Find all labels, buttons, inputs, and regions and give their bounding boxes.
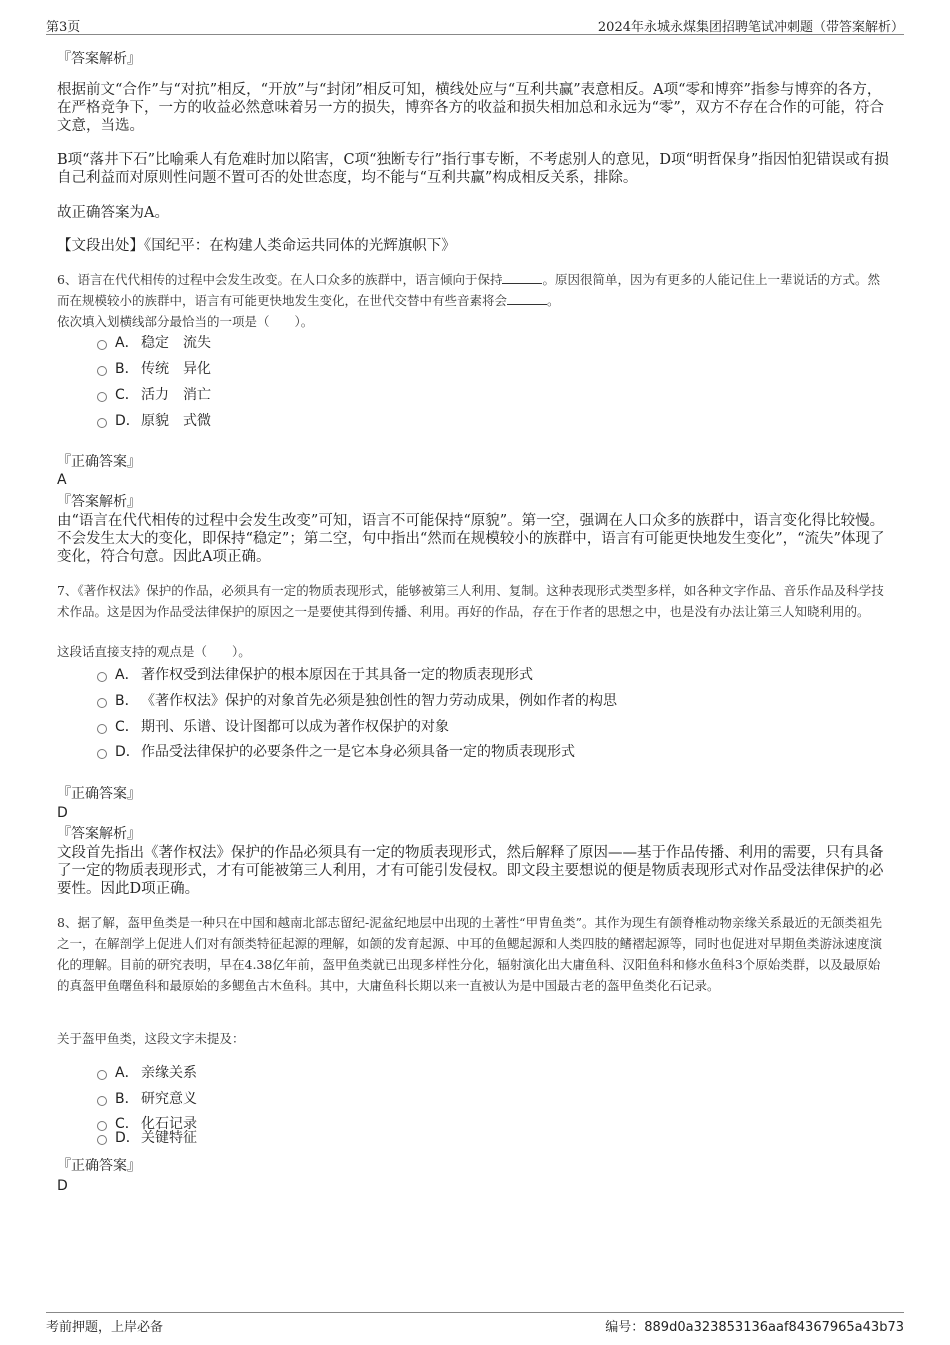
q6-stem: [57, 269, 892, 311]
radio-icon[interactable]: [97, 1070, 107, 1080]
q6-option-c[interactable]: C． 活力 消亡: [97, 386, 211, 404]
q8-option-d[interactable]: D．关键特征: [97, 1129, 197, 1147]
q5-analysis-label: 『答案解析』: [57, 51, 141, 67]
q7-option-c[interactable]: C． 期刊、乐谱、设计图都可以成为著作权保护的对象: [97, 718, 449, 736]
q7-instruction: 这段话直接支持的观点是（ ）。: [57, 644, 251, 659]
q6-option-b[interactable]: B． 传统 异化: [97, 360, 211, 378]
q6-blank-1: [502, 271, 542, 284]
q6-stem-part-c: 。: [547, 293, 560, 308]
q6-blank-2: [507, 292, 547, 305]
radio-icon[interactable]: [97, 724, 107, 734]
q8-option-b[interactable]: B． 研究意义: [97, 1090, 197, 1108]
q5-analysis-para2: B项“落井下石”比喻乘人有危难时加以陷害，C项“独断专行”指行事专断，不考虑别人的意见，D项“明哲保身”指因怕犯错误或有损自己利益而对原则性问题不置可否的处世态度，均不能与“互利共赢”构成相反关系，排除。: [57, 152, 889, 186]
q7-analysis-label: 『答案解析』: [57, 826, 141, 842]
radio-icon[interactable]: [97, 340, 107, 350]
radio-icon[interactable]: [97, 749, 107, 759]
q7-option-d[interactable]: D．作品受法律保护的必要条件之一是它本身必须具备一定的物质表现形式: [97, 743, 575, 761]
q6-stem-part-b: 。原因很简单，因为有更多的人能记住上一辈说话的方式。然而在规模较小的族群中，语言有可能更快地发生变化，在世代交替中有些音素将会: [57, 272, 880, 308]
q6-stem-part-a: 6、语言在代代相传的过程中会发生改变。在人口众多的族群中，语言倾向于保持: [57, 272, 503, 287]
q6-correct-answer: A: [57, 472, 67, 488]
page-number: 第3页: [46, 20, 81, 35]
q5-analysis-para1: 根据前文“合作”与“对抗”相反，“开放”与“封闭”相反可知，横线处应与“互利共赢”表意相反。A项“零和博弈”指参与博弈的各方，在严格竞争下，一方的收益必然意味着另一方的损失，博弈各方的收益和损失相加总和永远为“零”，双方不存在合作的可能，符合文意，当选。: [57, 82, 884, 134]
q6-option-a[interactable]: A． 稳定 流失: [97, 334, 211, 352]
footer-slogan: 考前押题，上岸必备: [46, 1320, 164, 1335]
q6-analysis-label: 『答案解析』: [57, 494, 141, 510]
q6-correct-label: 『正确答案』: [57, 454, 141, 470]
q8-stem: 8、据了解，盔甲鱼类是一种只在中国和越南北部志留纪-泥盆纪地层中出现的土著性“甲胄鱼类”。其作为现生有颌脊椎动物亲缘关系最近的无颌类祖先之一，在解剖学上促进人们对有颌类特征起源的理解，如颌的发育起源、中耳的鱼鳃起源和人类四肢的鳍褶起源等，同时也促进对早期鱼类游泳速度演化的理解。目前的研究表明，早在4.38亿年前，盔甲鱼类就已出现多样性分化，辐射演化出大庸鱼科、汉阳鱼科和修水鱼科3个原始类群，以及最原始的真盔甲鱼曙鱼科和最原始的多鳃鱼古木鱼科。其中，大庸鱼科长期以来一直被认为是中国最古老的盔甲鱼类化石记录。: [57, 915, 883, 993]
q7-option-b[interactable]: B． 《著作权法》保护的对象首先必须是独创性的智力劳动成果，例如作者的构思: [97, 692, 617, 710]
q7-analysis: 文段首先指出《著作权法》保护的作品必须具有一定的物质表现形式，然后解释了原因——基于作品传播、利用的需要，只有具备了一定的物质表现形式，才有可能被第三人利用，才有可能引发侵权。即文段主要想说的便是物质表现形式对作品受法律保护的必要性。因此D项正确。: [57, 845, 884, 897]
q7-stem: 7、《著作权法》保护的作品，必须具有一定的物质表现形式，能够被第三人利用、复制。这种表现形式类型多样，如各种文字作品、音乐作品及科学技术作品。这是因为作品受法律保护的原因之一是要使其得到传播、利用。再好的作品，存在于作者的思想之中，也是没有办法让第三人知晓利用的。: [57, 583, 884, 619]
radio-icon[interactable]: [97, 1096, 107, 1106]
q7-correct-label: 『正确答案』: [57, 786, 141, 802]
q7-correct-answer: D: [57, 805, 68, 821]
radio-icon[interactable]: [97, 392, 107, 402]
radio-icon[interactable]: [97, 1135, 107, 1145]
document-code: 编号：889d0a323853136aaf84367965a43b73: [605, 1320, 904, 1335]
radio-icon[interactable]: [97, 418, 107, 428]
radio-icon[interactable]: [97, 672, 107, 682]
page-footer: [46, 1312, 904, 1333]
q8-option-a[interactable]: A． 亲缘关系: [97, 1064, 197, 1082]
radio-icon[interactable]: [97, 366, 107, 376]
q8-instruction: 关于盔甲鱼类，这段文字未提及：: [57, 1031, 245, 1046]
q7-option-a[interactable]: A． 著作权受到法律保护的根本原因在于其具备一定的物质表现形式: [97, 666, 533, 684]
q6-analysis: 由“语言在代代相传的过程中会发生改变”可知，语言不可能保持“原貌”。第一空，强调在人口众多的族群中，语言变化得比较慢。不会发生太大的变化，即保持“稳定”；第二空，句中指出“然而在规模较小的族群中，语言有可能更快地发生变化”，“流失”体现了变化，符合句意。因此A项正确。: [57, 513, 885, 565]
q6-option-d[interactable]: D．原貌 式微: [97, 412, 211, 430]
page-header: [46, 14, 904, 35]
q5-analysis-para3: 故正确答案为A。: [57, 205, 169, 221]
q8-correct-label: 『正确答案』: [57, 1158, 141, 1174]
q6-instruction: 依次填入划横线部分最恰当的一项是（ ）。: [57, 314, 314, 329]
q5-source: 【文段出处】《国纪平：在构建人类命运共同体的光辉旗帜下》: [57, 238, 456, 254]
q8-correct-answer: D: [57, 1178, 68, 1194]
radio-icon[interactable]: [97, 698, 107, 708]
q8-option-c[interactable]: C． 化石记录: [97, 1115, 197, 1133]
document-title: 2024年永城永煤集团招聘笔试冲刺题（带答案解析）: [597, 20, 904, 35]
